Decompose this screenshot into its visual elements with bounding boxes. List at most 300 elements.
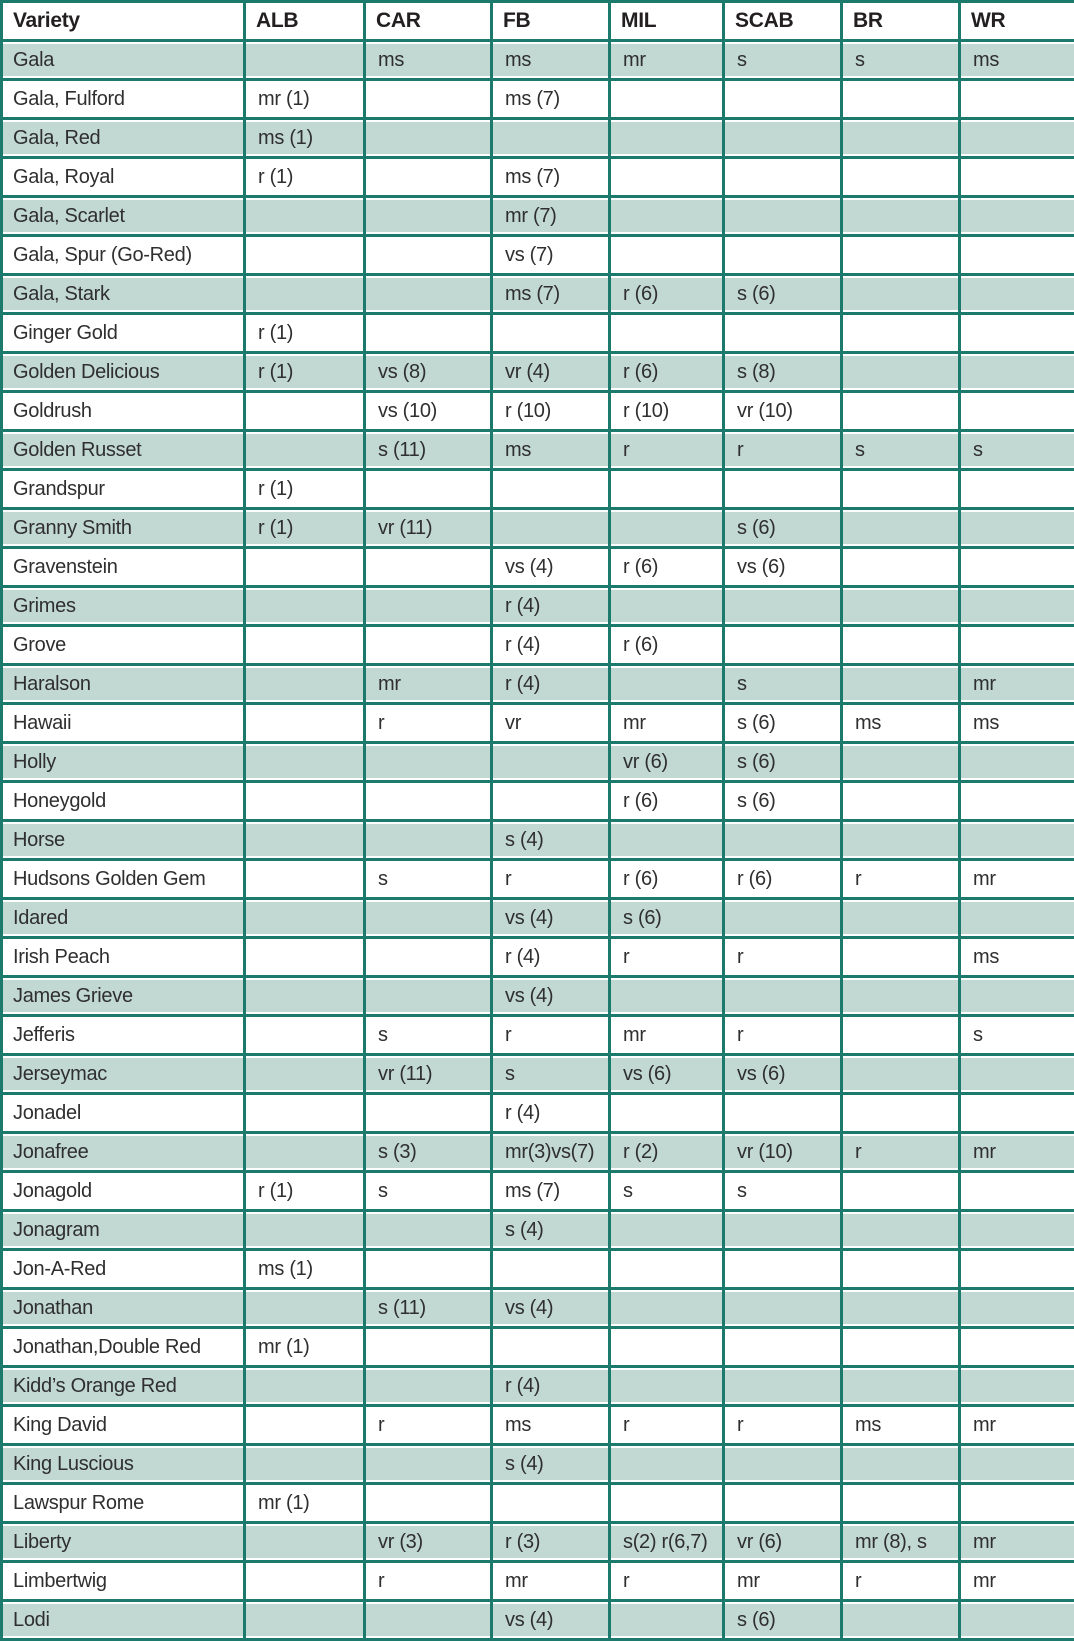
- table-row: [2, 80, 1074, 119]
- rating-cell: [842, 158, 960, 197]
- variety-name-cell: Gala, Scarlet: [2, 197, 245, 236]
- rating-cell: [610, 80, 724, 119]
- rating-cell: vs (6): [610, 1055, 724, 1094]
- rating-cell: vs (7): [492, 236, 610, 275]
- rating-cell: mr: [960, 1562, 1074, 1601]
- rating-cell: [842, 938, 960, 977]
- rating-cell: [365, 977, 492, 1016]
- rating-cell: [842, 1055, 960, 1094]
- variety-name-cell: Gala, Red: [2, 119, 245, 158]
- rating-cell: r: [724, 431, 842, 470]
- rating-cell: [365, 548, 492, 587]
- table-row: [2, 1601, 1074, 1640]
- rating-cell: s: [365, 860, 492, 899]
- rating-cell: [842, 275, 960, 314]
- rating-cell: [365, 1328, 492, 1367]
- rating-cell: [365, 470, 492, 509]
- rating-cell: [842, 1328, 960, 1367]
- rating-cell: [960, 392, 1074, 431]
- table-row: [2, 821, 1074, 860]
- rating-cell: [245, 548, 365, 587]
- rating-cell: [245, 938, 365, 977]
- rating-cell: [610, 509, 724, 548]
- rating-cell: [492, 314, 610, 353]
- table-row: [2, 1016, 1074, 1055]
- rating-cell: [245, 1211, 365, 1250]
- rating-cell: [960, 470, 1074, 509]
- table-row: [2, 548, 1074, 587]
- rating-cell: ms: [365, 41, 492, 80]
- rating-cell: vs (4): [492, 1289, 610, 1328]
- rating-cell: vs (6): [724, 548, 842, 587]
- rating-cell: s (6): [724, 1601, 842, 1640]
- rating-cell: [842, 782, 960, 821]
- rating-cell: [842, 197, 960, 236]
- rating-cell: [365, 1445, 492, 1484]
- rating-cell: s (3): [365, 1133, 492, 1172]
- column-header-car: CAR: [365, 2, 492, 41]
- table-row: [2, 197, 1074, 236]
- rating-cell: mr: [610, 41, 724, 80]
- rating-cell: mr (1): [245, 1484, 365, 1523]
- rating-cell: [724, 821, 842, 860]
- variety-name-cell: Hawaii: [2, 704, 245, 743]
- rating-cell: [245, 1601, 365, 1640]
- variety-name-cell: Holly: [2, 743, 245, 782]
- table-row: [2, 704, 1074, 743]
- rating-cell: [842, 119, 960, 158]
- rating-cell: [365, 275, 492, 314]
- rating-cell: [245, 1406, 365, 1445]
- rating-cell: mr: [365, 665, 492, 704]
- rating-cell: [365, 587, 492, 626]
- rating-cell: [842, 509, 960, 548]
- rating-cell: [365, 821, 492, 860]
- rating-cell: [960, 509, 1074, 548]
- rating-cell: vr (10): [724, 1133, 842, 1172]
- table-row: [2, 782, 1074, 821]
- rating-cell: [724, 626, 842, 665]
- rating-cell: r: [610, 938, 724, 977]
- rating-cell: [724, 1367, 842, 1406]
- rating-cell: [842, 1211, 960, 1250]
- rating-cell: [842, 1172, 960, 1211]
- rating-cell: s (6): [724, 782, 842, 821]
- rating-cell: [245, 626, 365, 665]
- variety-name-cell: Jonadel: [2, 1094, 245, 1133]
- rating-cell: [724, 587, 842, 626]
- rating-cell: [245, 1445, 365, 1484]
- table-row: [2, 665, 1074, 704]
- rating-cell: r (1): [245, 158, 365, 197]
- variety-name-cell: Jerseymac: [2, 1055, 245, 1094]
- rating-cell: [724, 1289, 842, 1328]
- rating-cell: [842, 743, 960, 782]
- rating-cell: [842, 821, 960, 860]
- rating-cell: [365, 314, 492, 353]
- table-row: [2, 1094, 1074, 1133]
- rating-cell: [365, 626, 492, 665]
- rating-cell: [960, 197, 1074, 236]
- rating-cell: vs (4): [492, 899, 610, 938]
- rating-cell: s: [960, 431, 1074, 470]
- rating-cell: [842, 314, 960, 353]
- rating-cell: s: [724, 1172, 842, 1211]
- rating-cell: vr (4): [492, 353, 610, 392]
- rating-cell: [610, 1601, 724, 1640]
- rating-cell: [842, 1601, 960, 1640]
- table-row: [2, 509, 1074, 548]
- rating-cell: s: [365, 1172, 492, 1211]
- rating-cell: vs (4): [492, 1601, 610, 1640]
- rating-cell: [724, 314, 842, 353]
- rating-cell: r (1): [245, 470, 365, 509]
- rating-cell: [960, 314, 1074, 353]
- table-row: [2, 938, 1074, 977]
- rating-cell: r (6): [610, 548, 724, 587]
- rating-cell: r (6): [724, 860, 842, 899]
- rating-cell: [245, 704, 365, 743]
- rating-cell: [842, 470, 960, 509]
- rating-cell: s (6): [724, 743, 842, 782]
- rating-cell: mr: [960, 665, 1074, 704]
- rating-cell: [245, 1562, 365, 1601]
- rating-cell: r (4): [492, 938, 610, 977]
- rating-cell: [960, 977, 1074, 1016]
- rating-cell: r: [724, 1016, 842, 1055]
- rating-cell: [245, 1016, 365, 1055]
- variety-name-cell: Hudsons Golden Gem: [2, 860, 245, 899]
- rating-cell: [960, 119, 1074, 158]
- rating-cell: [245, 899, 365, 938]
- table-row: [2, 1289, 1074, 1328]
- rating-cell: mr: [610, 704, 724, 743]
- rating-cell: mr: [724, 1562, 842, 1601]
- rating-cell: [492, 743, 610, 782]
- table-row: [2, 1367, 1074, 1406]
- rating-cell: s: [960, 1016, 1074, 1055]
- rating-cell: [960, 1289, 1074, 1328]
- table-row: [2, 626, 1074, 665]
- rating-cell: [245, 236, 365, 275]
- rating-cell: ms: [492, 431, 610, 470]
- rating-cell: [492, 470, 610, 509]
- table-row: [2, 158, 1074, 197]
- rating-cell: [960, 1094, 1074, 1133]
- rating-cell: [610, 1211, 724, 1250]
- rating-cell: ms (1): [245, 1250, 365, 1289]
- column-header-mil: MIL: [610, 2, 724, 41]
- variety-name-cell: Jonagram: [2, 1211, 245, 1250]
- rating-cell: [365, 1601, 492, 1640]
- rating-cell: [245, 431, 365, 470]
- variety-name-cell: Lodi: [2, 1601, 245, 1640]
- rating-cell: [610, 1367, 724, 1406]
- rating-cell: [610, 587, 724, 626]
- rating-cell: s (6): [610, 899, 724, 938]
- rating-cell: s (4): [492, 1211, 610, 1250]
- table-row: [2, 1445, 1074, 1484]
- variety-name-cell: Idared: [2, 899, 245, 938]
- table-row: [2, 314, 1074, 353]
- variety-name-cell: Grove: [2, 626, 245, 665]
- table-row: [2, 1406, 1074, 1445]
- rating-cell: [960, 899, 1074, 938]
- table-row: [2, 899, 1074, 938]
- rating-cell: r (6): [610, 626, 724, 665]
- rating-cell: [610, 1250, 724, 1289]
- rating-cell: s: [492, 1055, 610, 1094]
- rating-cell: s: [724, 41, 842, 80]
- rating-cell: [492, 782, 610, 821]
- rating-cell: r: [610, 1406, 724, 1445]
- rating-cell: [610, 470, 724, 509]
- table-row: [2, 1484, 1074, 1523]
- rating-cell: r (4): [492, 1094, 610, 1133]
- rating-cell: [960, 587, 1074, 626]
- rating-cell: [245, 782, 365, 821]
- column-header-br: BR: [842, 2, 960, 41]
- rating-cell: r (6): [610, 353, 724, 392]
- variety-name-cell: Golden Delicious: [2, 353, 245, 392]
- rating-cell: [960, 743, 1074, 782]
- rating-cell: [960, 1250, 1074, 1289]
- variety-name-cell: Kidd’s Orange Red: [2, 1367, 245, 1406]
- header-row: [2, 2, 1074, 41]
- rating-cell: r (4): [492, 1367, 610, 1406]
- variety-name-cell: Ginger Gold: [2, 314, 245, 353]
- rating-cell: ms (7): [492, 1172, 610, 1211]
- rating-cell: vr: [492, 704, 610, 743]
- rating-cell: r: [365, 1562, 492, 1601]
- rating-cell: mr (8), s: [842, 1523, 960, 1562]
- table-row: [2, 1562, 1074, 1601]
- rating-cell: vs (6): [724, 1055, 842, 1094]
- rating-cell: [365, 197, 492, 236]
- rating-cell: r (4): [492, 587, 610, 626]
- rating-cell: [842, 1016, 960, 1055]
- rating-cell: [724, 1250, 842, 1289]
- rating-cell: [724, 236, 842, 275]
- table-row: [2, 119, 1074, 158]
- rating-cell: [245, 665, 365, 704]
- rating-cell: r (3): [492, 1523, 610, 1562]
- rating-cell: [245, 860, 365, 899]
- rating-cell: [610, 1445, 724, 1484]
- rating-cell: r: [365, 704, 492, 743]
- rating-cell: [842, 1367, 960, 1406]
- rating-cell: [724, 1211, 842, 1250]
- rating-cell: [724, 899, 842, 938]
- rating-cell: [960, 353, 1074, 392]
- rating-cell: [842, 353, 960, 392]
- rating-cell: [842, 1250, 960, 1289]
- rating-cell: [960, 275, 1074, 314]
- variety-name-cell: Gravenstein: [2, 548, 245, 587]
- rating-cell: [610, 158, 724, 197]
- rating-cell: ms: [960, 41, 1074, 80]
- rating-cell: vs (4): [492, 977, 610, 1016]
- variety-name-cell: King Luscious: [2, 1445, 245, 1484]
- rating-cell: mr: [492, 1562, 610, 1601]
- variety-name-cell: Jonafree: [2, 1133, 245, 1172]
- rating-cell: [610, 236, 724, 275]
- rating-cell: [724, 1328, 842, 1367]
- rating-cell: [492, 1328, 610, 1367]
- rating-cell: [245, 197, 365, 236]
- rating-cell: r: [842, 860, 960, 899]
- rating-cell: [492, 119, 610, 158]
- rating-cell: vr (11): [365, 509, 492, 548]
- variety-name-cell: Limbertwig: [2, 1562, 245, 1601]
- rating-cell: [610, 665, 724, 704]
- rating-cell: [492, 1484, 610, 1523]
- rating-cell: [842, 1445, 960, 1484]
- rating-cell: [245, 1055, 365, 1094]
- rating-cell: [960, 1601, 1074, 1640]
- rating-cell: [724, 1484, 842, 1523]
- rating-cell: [245, 977, 365, 1016]
- rating-cell: [960, 548, 1074, 587]
- variety-name-cell: Grimes: [2, 587, 245, 626]
- column-header-variety: Variety: [2, 2, 245, 41]
- rating-cell: [724, 80, 842, 119]
- variety-name-cell: Goldrush: [2, 392, 245, 431]
- rating-cell: [610, 197, 724, 236]
- table-row: [2, 1133, 1074, 1172]
- rating-cell: r: [724, 1406, 842, 1445]
- table-row: [2, 1055, 1074, 1094]
- table-row: [2, 353, 1074, 392]
- rating-cell: [842, 236, 960, 275]
- rating-cell: ms (1): [245, 119, 365, 158]
- table-row: [2, 1172, 1074, 1211]
- rating-cell: ms (7): [492, 275, 610, 314]
- rating-cell: [365, 1094, 492, 1133]
- rating-cell: mr: [960, 1133, 1074, 1172]
- variety-name-cell: Gala, Fulford: [2, 80, 245, 119]
- rating-cell: [842, 1094, 960, 1133]
- rating-cell: r: [610, 1562, 724, 1601]
- rating-cell: s (6): [724, 704, 842, 743]
- rating-cell: [365, 899, 492, 938]
- rating-cell: ms: [960, 938, 1074, 977]
- variety-name-cell: Gala, Royal: [2, 158, 245, 197]
- rating-cell: [245, 821, 365, 860]
- table-row: [2, 1211, 1074, 1250]
- variety-name-cell: Honeygold: [2, 782, 245, 821]
- rating-cell: r: [365, 1406, 492, 1445]
- rating-cell: vs (10): [365, 392, 492, 431]
- rating-cell: [960, 626, 1074, 665]
- column-header-scab: SCAB: [724, 2, 842, 41]
- rating-cell: r (6): [610, 782, 724, 821]
- rating-cell: [960, 1367, 1074, 1406]
- rating-cell: [960, 1328, 1074, 1367]
- variety-name-cell: Gala: [2, 41, 245, 80]
- variety-name-cell: Liberty: [2, 1523, 245, 1562]
- rating-cell: r (1): [245, 509, 365, 548]
- table-row: [2, 1250, 1074, 1289]
- variety-name-cell: Golden Russet: [2, 431, 245, 470]
- rating-cell: [724, 470, 842, 509]
- rating-cell: vr (3): [365, 1523, 492, 1562]
- rating-cell: [842, 392, 960, 431]
- rating-cell: [724, 197, 842, 236]
- variety-name-cell: James Grieve: [2, 977, 245, 1016]
- rating-cell: s (11): [365, 1289, 492, 1328]
- rating-cell: [610, 119, 724, 158]
- rating-cell: s (11): [365, 431, 492, 470]
- rating-cell: ms: [842, 1406, 960, 1445]
- rating-cell: [610, 821, 724, 860]
- rating-cell: [610, 1484, 724, 1523]
- rating-cell: [245, 1094, 365, 1133]
- rating-cell: mr (1): [245, 1328, 365, 1367]
- rating-cell: vr (6): [610, 743, 724, 782]
- rating-cell: [492, 1250, 610, 1289]
- variety-name-cell: Irish Peach: [2, 938, 245, 977]
- rating-cell: s (6): [724, 275, 842, 314]
- rating-cell: [245, 1367, 365, 1406]
- rating-cell: [245, 1523, 365, 1562]
- rating-cell: s: [842, 431, 960, 470]
- rating-cell: [960, 1484, 1074, 1523]
- rating-cell: [960, 1445, 1074, 1484]
- rating-cell: r (6): [610, 860, 724, 899]
- rating-cell: [960, 1055, 1074, 1094]
- rating-cell: mr: [960, 860, 1074, 899]
- rating-cell: vs (4): [492, 548, 610, 587]
- rating-cell: s: [842, 41, 960, 80]
- rating-cell: [245, 275, 365, 314]
- rating-cell: [842, 665, 960, 704]
- rating-cell: [960, 1172, 1074, 1211]
- variety-name-cell: Jonathan: [2, 1289, 245, 1328]
- rating-cell: s (4): [492, 1445, 610, 1484]
- rating-cell: s: [365, 1016, 492, 1055]
- rating-cell: mr (1): [245, 80, 365, 119]
- rating-cell: ms (7): [492, 158, 610, 197]
- variety-name-cell: King David: [2, 1406, 245, 1445]
- rating-cell: r: [492, 1016, 610, 1055]
- rating-cell: r (10): [610, 392, 724, 431]
- rating-cell: [842, 587, 960, 626]
- variety-name-cell: Haralson: [2, 665, 245, 704]
- rating-cell: s: [724, 665, 842, 704]
- variety-name-cell: Gala, Stark: [2, 275, 245, 314]
- rating-cell: [960, 80, 1074, 119]
- rating-cell: r: [724, 938, 842, 977]
- rating-cell: [365, 743, 492, 782]
- rating-cell: [842, 899, 960, 938]
- rating-cell: [842, 626, 960, 665]
- rating-cell: mr: [960, 1406, 1074, 1445]
- rating-cell: [610, 1094, 724, 1133]
- rating-cell: [365, 938, 492, 977]
- rating-cell: mr: [610, 1016, 724, 1055]
- rating-cell: r (1): [245, 353, 365, 392]
- variety-name-cell: Jefferis: [2, 1016, 245, 1055]
- table-row: [2, 275, 1074, 314]
- table-row: [2, 470, 1074, 509]
- rating-cell: r (6): [610, 275, 724, 314]
- rating-cell: s: [610, 1172, 724, 1211]
- rating-cell: [365, 1367, 492, 1406]
- rating-cell: vr (6): [724, 1523, 842, 1562]
- rating-cell: [245, 41, 365, 80]
- rating-cell: r: [842, 1133, 960, 1172]
